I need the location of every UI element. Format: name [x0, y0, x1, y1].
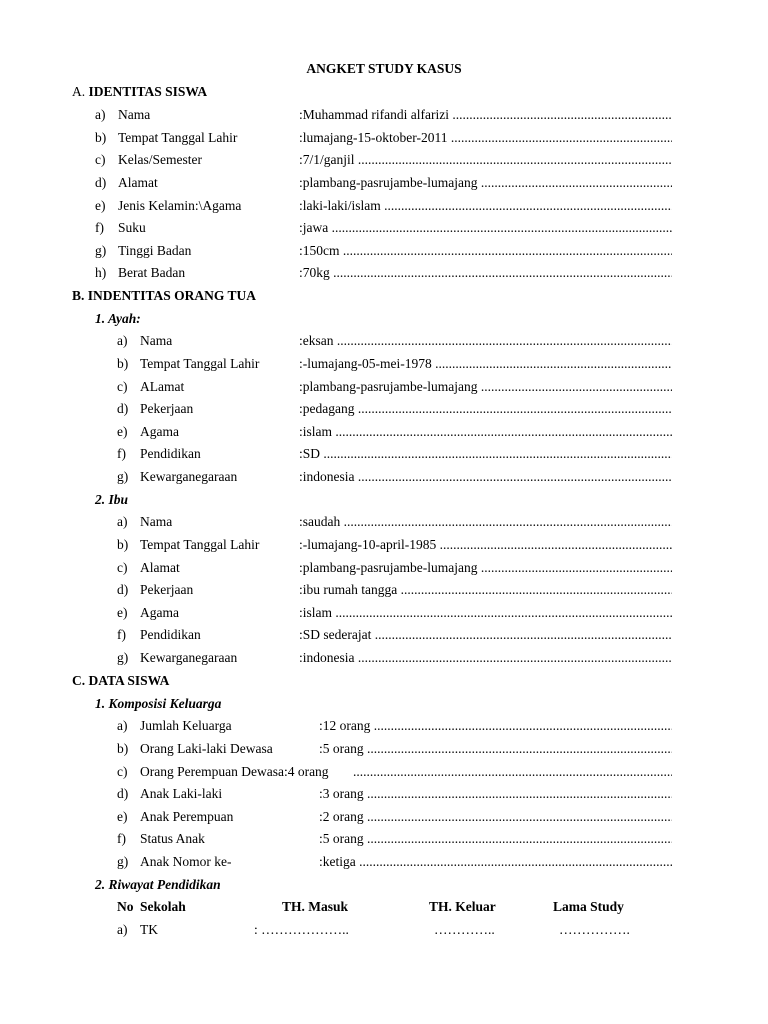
- item-label: Jumlah Keluarga: [140, 718, 232, 733]
- item-value: :5 orang .....: [319, 829, 672, 849]
- list-item: [117, 829, 672, 849]
- item-label: Tempat Tanggal Lahir: [140, 537, 260, 552]
- item-label: Anak Nomor ke-: [140, 854, 232, 869]
- table-cell-th-keluar: …………..: [434, 922, 495, 937]
- item-value: :150cm .....: [299, 241, 672, 261]
- item-value: :SD sederajat .....: [299, 625, 672, 645]
- list-item: [95, 263, 672, 283]
- section-a-letter: A.: [72, 84, 86, 99]
- item-value: :lumajang-15-oktober-2011 .....: [299, 128, 672, 148]
- list-item: [117, 716, 672, 736]
- list-item: [117, 331, 672, 351]
- item-value: :2 orang .....: [319, 807, 672, 827]
- list-item: [117, 625, 672, 645]
- item-label: Alamat: [118, 175, 158, 190]
- item-value: :70kg .....: [299, 263, 672, 283]
- list-item: [117, 354, 672, 374]
- list-item: [95, 173, 672, 193]
- section-a-heading: [72, 84, 207, 100]
- item-letter: c): [117, 560, 128, 575]
- column-header-no: No: [117, 899, 134, 914]
- item-letter: e): [117, 809, 128, 824]
- item-label: Nama: [140, 333, 173, 348]
- item-letter: a): [95, 107, 106, 122]
- table-cell-school: TK: [140, 922, 158, 937]
- item-value: :-lumajang-10-april-1985 .....: [299, 535, 672, 555]
- item-label: Kewarganegaraan: [140, 650, 238, 665]
- item-value: :12 orang .....: [319, 716, 672, 736]
- item-label: Pendidikan: [140, 446, 201, 461]
- item-value: :plambang-pasrujambe-lumajang .....: [299, 558, 672, 578]
- list-item: [117, 467, 672, 487]
- item-value: :Muhammad rifandi alfarizi .....: [299, 105, 672, 125]
- item-label: Pekerjaan: [140, 401, 194, 416]
- list-item: [95, 105, 672, 125]
- item-letter: g): [95, 243, 107, 258]
- item-label: Orang Laki-laki Dewasa: [140, 741, 273, 756]
- item-letter: f): [117, 627, 126, 642]
- column-header-th-keluar: TH. Keluar: [429, 899, 496, 914]
- item-value: :SD .....: [299, 444, 672, 464]
- list-item: [117, 377, 672, 397]
- item-value: :3 orang .....: [319, 784, 672, 804]
- list-item: [117, 762, 672, 782]
- item-letter: f): [95, 220, 104, 235]
- ibu-heading: 2. Ibu: [95, 492, 129, 507]
- item-label: Status Anak: [140, 831, 205, 846]
- document-title: ANGKET STUDY KASUS: [306, 61, 462, 76]
- item-letter: f): [117, 446, 126, 461]
- item-value: :laki-laki/islam .....: [299, 196, 672, 216]
- section-c-heading: C. DATA SISWA: [72, 673, 170, 688]
- item-letter: h): [95, 265, 107, 280]
- item-label: Berat Badan: [118, 265, 186, 280]
- item-value: :islam .....: [299, 422, 672, 442]
- section-b-heading: B. INDENTITAS ORANG TUA: [72, 288, 257, 303]
- item-value: :ibu rumah tangga .....: [299, 580, 672, 600]
- list-item: [95, 241, 672, 261]
- item-label: Anak Perempuan: [140, 809, 234, 824]
- item-label: Kelas/Semester: [118, 152, 202, 167]
- item-value: [353, 762, 672, 782]
- item-value: :indonesia .....: [299, 467, 672, 487]
- item-label: Jenis Kelamin:\Agama: [118, 198, 242, 213]
- table-cell-lama-study: …………….: [559, 922, 630, 937]
- list-item: [117, 852, 672, 872]
- list-item: [95, 150, 672, 170]
- table-cell-th-masuk: : ………………..: [254, 922, 349, 937]
- table-row-letter: a): [117, 922, 128, 937]
- item-label: Tempat Tanggal Lahir: [118, 130, 238, 145]
- item-label: Agama: [140, 424, 179, 439]
- item-value: :plambang-pasrujambe-lumajang .....: [299, 377, 672, 397]
- item-label: Nama: [140, 514, 173, 529]
- item-letter: f): [117, 831, 126, 846]
- item-letter: g): [117, 854, 129, 869]
- item-label: Agama: [140, 605, 179, 620]
- komposisi-heading: 1. Komposisi Keluarga: [95, 696, 222, 711]
- item-value: :plambang-pasrujambe-lumajang .....: [299, 173, 672, 193]
- item-label: Pekerjaan: [140, 582, 194, 597]
- list-item: [117, 648, 672, 668]
- section-a-title: IDENTITAS SISWA: [88, 84, 208, 99]
- item-value: :indonesia .....: [299, 648, 672, 668]
- list-item: [117, 784, 672, 804]
- item-letter: d): [95, 175, 107, 190]
- item-letter: a): [117, 718, 128, 733]
- item-label: ALamat: [140, 379, 185, 394]
- list-item: [117, 558, 672, 578]
- item-value: :ketiga .....: [319, 852, 672, 872]
- list-item: [117, 535, 672, 555]
- riwayat-heading: 2. Riwayat Pendidikan: [95, 877, 221, 892]
- item-letter: e): [95, 198, 106, 213]
- item-value: :eksan .....: [299, 331, 672, 351]
- item-letter: a): [117, 514, 128, 529]
- item-value: :pedagang .....: [299, 399, 672, 419]
- list-item: [117, 399, 672, 419]
- item-letter: b): [117, 537, 129, 552]
- list-item: [95, 218, 672, 238]
- item-label: Alamat: [140, 560, 180, 575]
- list-item: [117, 444, 672, 464]
- item-letter: e): [117, 605, 128, 620]
- item-letter: d): [117, 582, 129, 597]
- item-letter: g): [117, 469, 129, 484]
- list-item: [117, 603, 672, 623]
- item-letter: d): [117, 786, 129, 801]
- item-letter: b): [117, 356, 129, 371]
- item-letter: b): [95, 130, 107, 145]
- list-item: [117, 739, 672, 759]
- item-label: Nama: [118, 107, 151, 122]
- item-label: Tempat Tanggal Lahir: [140, 356, 260, 371]
- item-letter: b): [117, 741, 129, 756]
- item-value: :5 orang .....: [319, 739, 672, 759]
- item-value: :islam .....: [299, 603, 672, 623]
- item-letter: d): [117, 401, 129, 416]
- item-label: Tinggi Badan: [118, 243, 192, 258]
- column-header-th-masuk: TH. Masuk: [282, 899, 349, 914]
- list-item: [95, 196, 672, 216]
- item-letter: c): [95, 152, 106, 167]
- column-header-lama-study: Lama Study: [553, 899, 624, 914]
- item-letter: c): [117, 764, 128, 779]
- item-value: :7/1/ganjil .....: [299, 150, 672, 170]
- item-letter: a): [117, 333, 128, 348]
- item-label: Orang Perempuan Dewasa:4 orang: [140, 764, 329, 779]
- item-label: Kewarganegaraan: [140, 469, 238, 484]
- ayah-heading: 1. Ayah:: [95, 311, 141, 326]
- item-letter: g): [117, 650, 129, 665]
- item-label: Suku: [118, 220, 146, 235]
- item-value: :saudah .....: [299, 512, 672, 532]
- item-letter: e): [117, 424, 128, 439]
- list-item: [95, 128, 672, 148]
- list-item: [117, 580, 672, 600]
- column-header-sekolah: Sekolah: [140, 899, 186, 914]
- list-item: [117, 422, 672, 442]
- item-letter: c): [117, 379, 128, 394]
- list-item: [117, 512, 672, 532]
- list-item: [117, 807, 672, 827]
- item-label: Pendidikan: [140, 627, 201, 642]
- item-label: Anak Laki-laki: [140, 786, 223, 801]
- item-value: :jawa .....: [299, 218, 672, 238]
- item-value: :-lumajang-05-mei-1978 .....: [299, 354, 672, 374]
